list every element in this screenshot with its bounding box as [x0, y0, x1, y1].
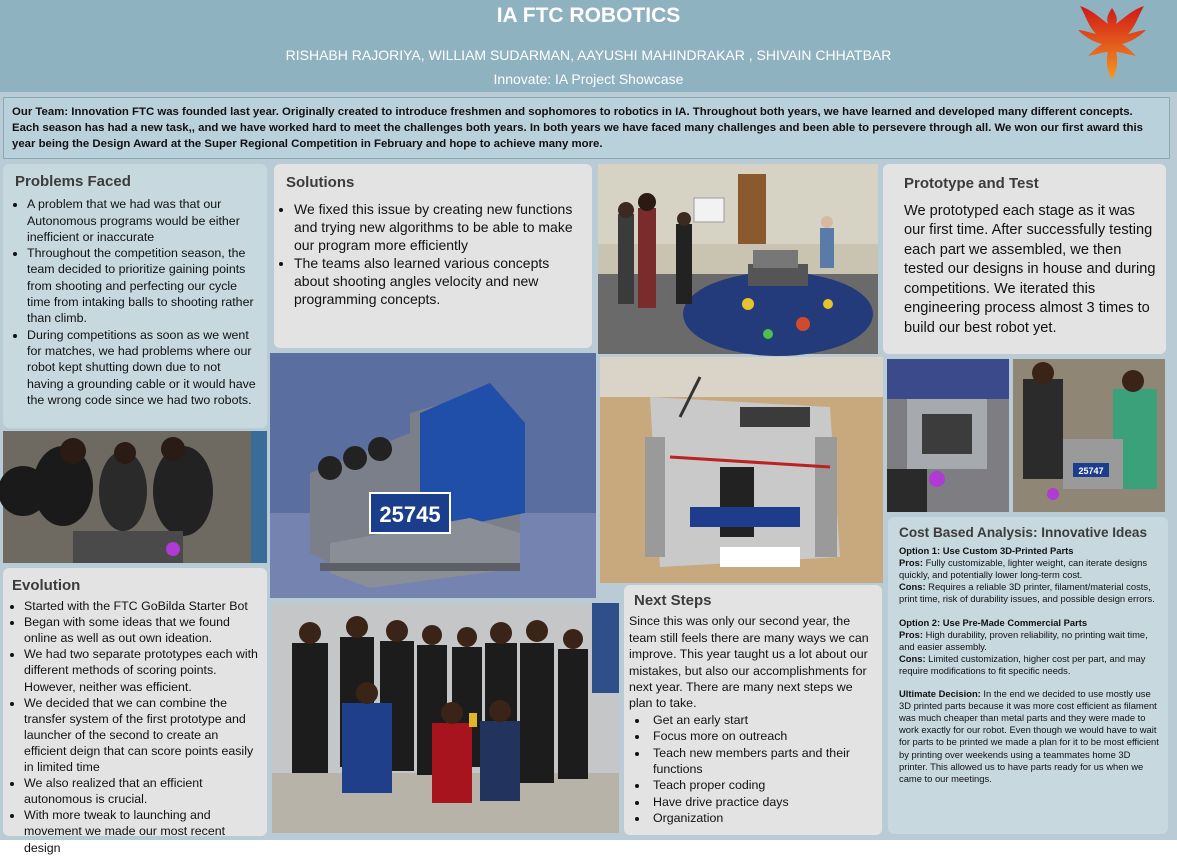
- next-step-item: • Have drive practice days: [649, 794, 874, 810]
- robot-number-small: 25747: [1078, 466, 1104, 476]
- robot-number-plate: 25745: [379, 502, 441, 527]
- competition-pit-photo: [1013, 359, 1165, 512]
- option2-title: Option 2: Use Pre-Made Commercial Parts: [899, 616, 1088, 628]
- evolution-panel: [3, 568, 267, 855]
- problems-title: Problems Faced: [15, 173, 131, 190]
- evolution-item: • With more tweak to launching and movement we made our most recent design: [24, 807, 259, 855]
- team-intro: Our Team: Innovation FTC was founded last year. Originally created to introduce freshmen and sophomores to robotics in IA. Throughout both years, we have learned and developed many different concepts. Each season has had a new task,, and we have worked hard to meet the challenges both years. In both years we have faced many challenges and been able to persevere through all. We won our first award this year being the Design Award at the Super Regional Competition in February and hope to achieve many more.: [3, 97, 1170, 159]
- prototype-title: Prototype and Test: [904, 175, 1039, 192]
- evolution-item: • We decided that we can combine the transfer system of the first prototype and launcher of the second to create an efficient deign that can score points easily in limited time: [24, 695, 259, 775]
- ultimate-decision: [899, 688, 1160, 785]
- prototype-panel: [883, 164, 1166, 354]
- classroom-photo: [598, 164, 878, 354]
- evolution-item: • Began with some ideas that we found online as well as out own ideation.: [24, 614, 259, 646]
- problems-panel: [3, 164, 267, 428]
- cons-label: Cons:: [899, 652, 926, 664]
- problem-item: • During competitions as soon as we went for matches, we had problems where our robot kept shutting down due to not having a grounding cable or it would have the wrong code since we had two robots.: [27, 327, 259, 408]
- evolution-item: • We had two separate prototypes each with different methods of scoring points. However, neither was efficient.: [24, 646, 259, 694]
- option1-title: Option 1: Use Custom 3D-Printed Parts: [899, 545, 1074, 557]
- team-group-photo: [272, 603, 619, 833]
- pros-label: Pros:: [899, 628, 923, 640]
- cost-analysis-title: Cost Based Analysis: Innovative Ideas: [899, 525, 1148, 540]
- phoenix-logo-icon: [1070, 0, 1154, 84]
- evolution-title: Evolution: [12, 577, 81, 594]
- option1-cons-text: Requires a reliable 3D printer, filament/material costs, print time, risk of durability issues, and possible design errors.: [899, 581, 1155, 605]
- next-step-item: • Teach proper coding: [649, 777, 874, 793]
- poster-title: IA FTC ROBOTICS: [496, 4, 681, 27]
- poster-subtitle: Innovate: IA Project Showcase: [493, 71, 684, 87]
- decision-label: Ultimate Decision:: [899, 688, 981, 700]
- cons-label: Cons:: [899, 581, 926, 593]
- robot-25745-photo: [270, 353, 596, 598]
- option2-cons: [899, 653, 1160, 677]
- solutions-panel: [274, 164, 592, 348]
- option2-pros: [899, 629, 1160, 653]
- next-step-item: • Focus more on outreach: [649, 728, 874, 744]
- evolution-item: • Started with the FTC GoBilda Starter Bot: [24, 598, 259, 614]
- team-workshop-photo: [3, 431, 267, 563]
- problem-item: • A problem that we had was that our Autonomous programs would be either inefficient or inaccurate: [27, 196, 259, 245]
- robot-table-photo: [887, 359, 1009, 512]
- next-steps-text: Since this was only our second year, the team still feels there are many ways we can improve. This year taught us a lot about our mistakes, but also our accomplishments for next year. There are many next steps we plan to take.: [629, 614, 869, 711]
- next-steps-panel: [624, 585, 882, 835]
- solution-item: • The teams also learned various concepts about shooting angles velocity and new programming concepts.: [294, 254, 582, 308]
- header-banner: [0, 0, 1177, 92]
- pros-label: Pros:: [899, 557, 923, 569]
- next-step-item: • Teach new members parts and their functions: [649, 745, 874, 778]
- option1-pros-text: Fully customizable, lighter weight, can iterate designs quickly, and potentially lower long-term cost.: [899, 557, 1148, 581]
- option1-pros: [899, 557, 1160, 581]
- option2-pros-text: High durability, proven reliability, no printing wait time, and easier assembly.: [899, 628, 1148, 652]
- cost-analysis-panel: [888, 517, 1168, 834]
- option2-cons-text: Limited customization, higher cost per part, and may require modifications to fit specific needs.: [899, 652, 1146, 676]
- decision-text: In the end we decided to use mostly use 3D printed parts because it was more cost efficient as filament was much cheaper than metal parts and they were made to work exactly for our robot. Even though we would have to wait for parts to be printed we made a plan for it to be most efficient by printing over weekends using a teammates home 3D printer. This allowed us to have parts ready for us when we came to our meetings.: [899, 688, 1159, 784]
- prototype-text: We prototyped each stage as it was our first time. After successfully testing each part we assembled, we then tested our designs in house and during competitions. We iterated this engineering process almost 3 times to build our best robot yet.: [904, 202, 1156, 336]
- evolution-item: • We also realized that an efficient autonomous is crucial.: [24, 775, 259, 807]
- solutions-title: Solutions: [286, 174, 355, 191]
- next-step-item: • Organization: [649, 810, 874, 826]
- next-steps-title: Next Steps: [634, 592, 712, 609]
- author-list: RISHABH RAJORIYA, WILLIAM SUDARMAN, AAYUSHI MAHINDRAKAR , SHIVAIN CHHATBAR: [285, 47, 892, 63]
- next-step-item: • Get an early start: [649, 712, 874, 728]
- robot-closeup-photo: [600, 357, 883, 583]
- problem-item: • Throughout the competition season, the team decided to prioritize gaining points from shooting and perfecting our cycle time from intaking balls to shooting rather than climb.: [27, 245, 259, 326]
- solution-item: • We fixed this issue by creating new functions and trying new algorithms to be able to make our program more efficiently: [294, 200, 582, 254]
- option1-cons: [899, 581, 1160, 605]
